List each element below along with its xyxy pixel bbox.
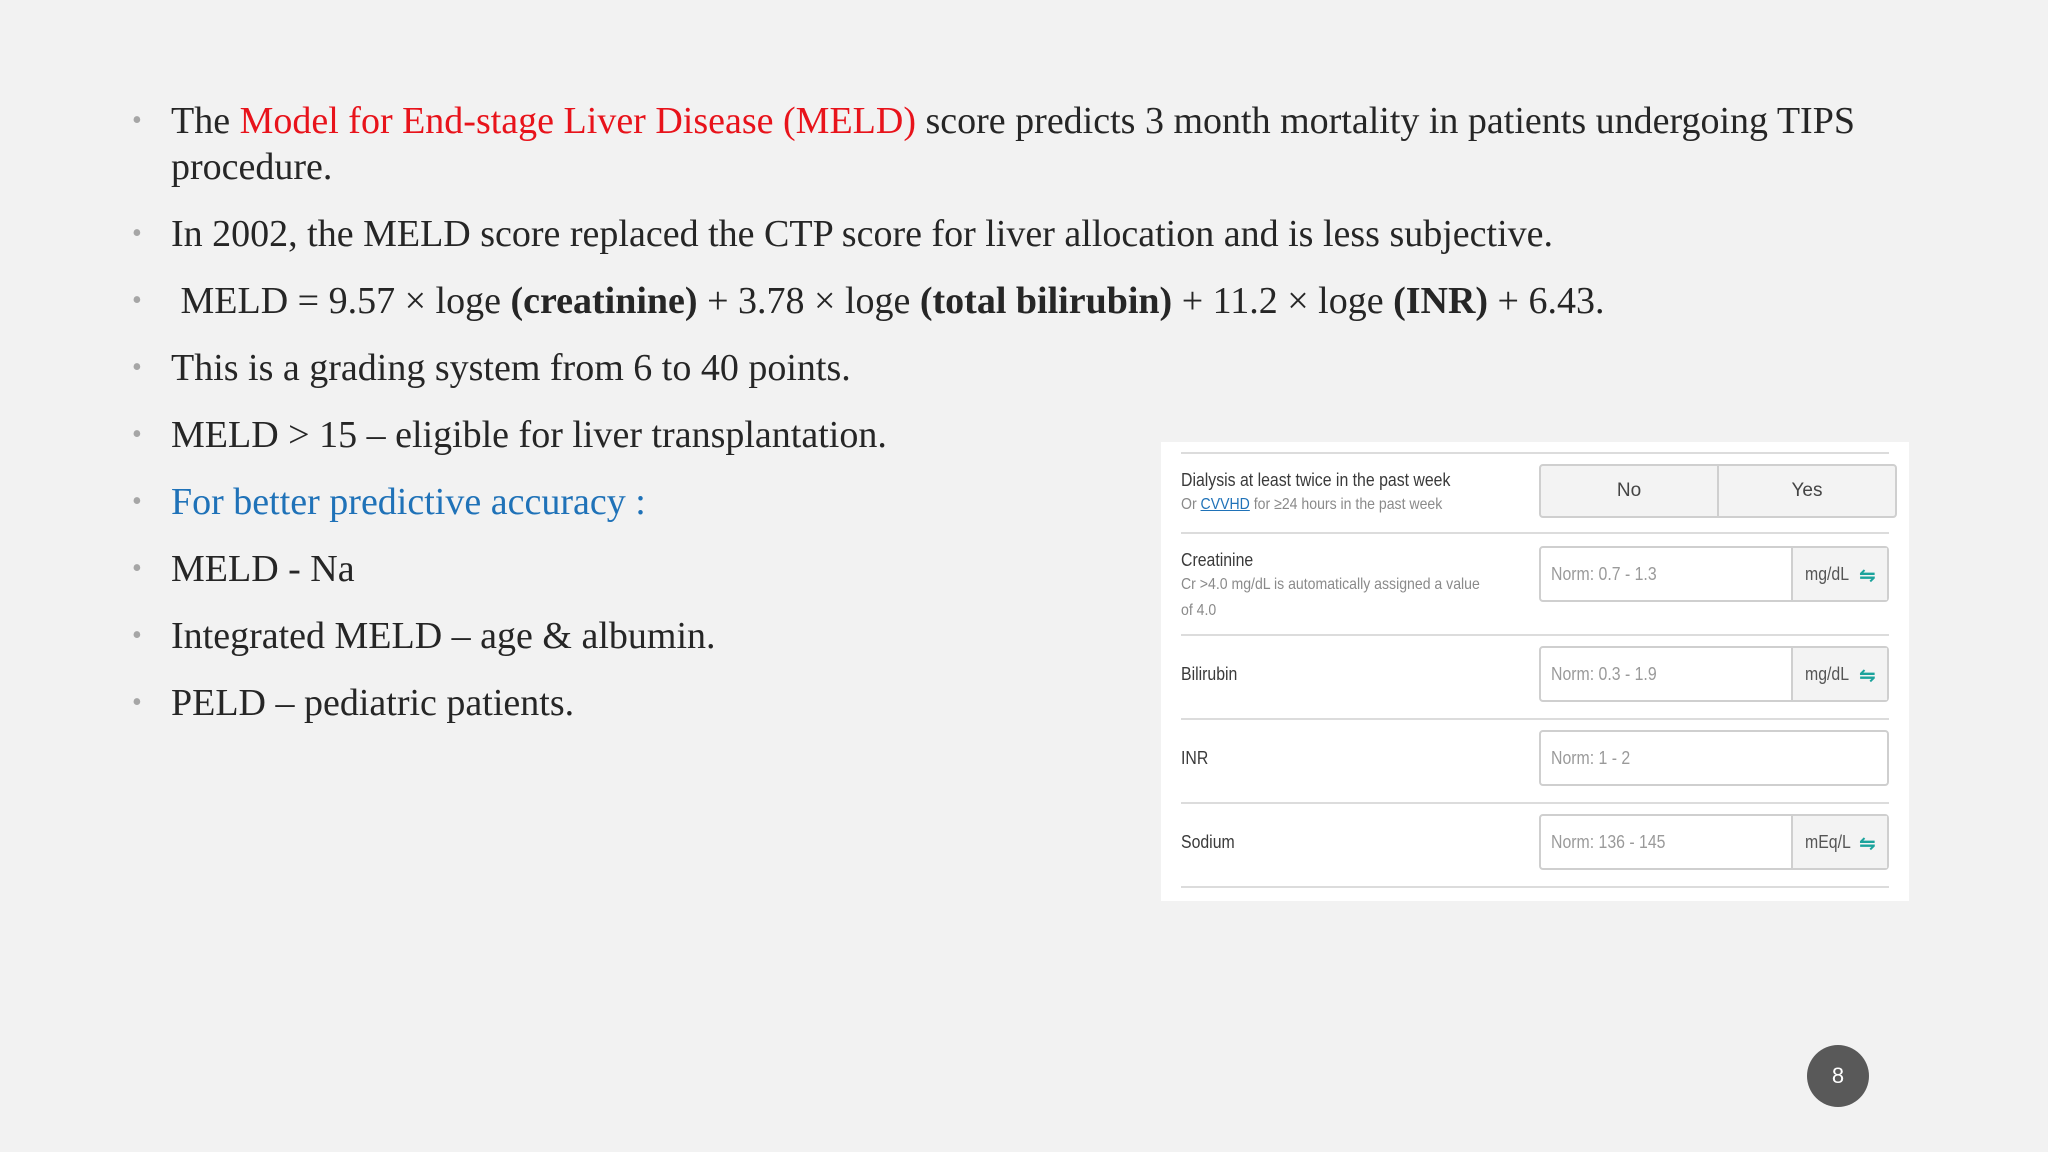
bilirubin-placeholder: Norm: 0.3 - 1.9	[1551, 664, 1657, 684]
bullet-text: score predicts 3 month mortality in patients undergoing TIPS procedure.	[171, 100, 1855, 188]
bullet-2002	[130, 211, 1930, 257]
dialysis-toggle	[1539, 464, 1897, 518]
bilirubin-unit: mg/dL	[1805, 664, 1850, 684]
bullet-dot: •	[132, 419, 142, 450]
bullet-text: This is a grading system from 6 to 40 points.	[171, 347, 851, 389]
bilirubin-input[interactable]	[1539, 646, 1889, 702]
creatinine-unit: mg/dL	[1805, 564, 1850, 584]
bullet-grading	[130, 345, 1930, 391]
formula-part: + 11.2 × loge	[1172, 280, 1394, 322]
inr-label: INR	[1181, 748, 1209, 768]
bilirubin-row	[1181, 634, 1889, 718]
meld-calculator-panel	[1161, 442, 1909, 901]
sodium-input[interactable]	[1539, 814, 1889, 870]
creatinine-placeholder: Norm: 0.7 - 1.3	[1551, 564, 1657, 584]
sodium-placeholder: Norm: 136 - 145	[1551, 832, 1666, 852]
bullet-dot: •	[132, 105, 142, 136]
meld-term: Model for End-stage Liver Disease (MELD)	[239, 100, 916, 142]
creatinine-sublabel: Cr >4.0 mg/dL is automatically assigned a value of 4.0	[1181, 576, 1480, 619]
swap-units-icon: ⇋	[1859, 565, 1876, 587]
dialysis-row	[1181, 452, 1889, 534]
inr-input[interactable]	[1539, 730, 1889, 786]
bullet-text: The	[171, 100, 240, 142]
sodium-label: Sodium	[1181, 832, 1235, 852]
formula-part: + 6.43.	[1488, 280, 1605, 322]
bilirubin-label: Bilirubin	[1181, 664, 1238, 684]
bullet-text: For better predictive accuracy :	[171, 481, 646, 523]
bullet-dot: •	[132, 352, 142, 383]
creatinine-row	[1181, 532, 1889, 634]
dialysis-sub-prefix: Or	[1181, 496, 1201, 513]
creatinine-label: Creatinine	[1181, 550, 1254, 570]
bullet-dot: •	[132, 687, 142, 718]
sodium-unit: mEq/L	[1805, 832, 1851, 852]
page-number-badge: 8	[1807, 1045, 1869, 1107]
inr-row	[1181, 718, 1889, 802]
formula-creatinine: (creatinine)	[510, 280, 698, 322]
inr-placeholder: Norm: 1 - 2	[1551, 748, 1631, 768]
bullet-dot: •	[132, 553, 142, 584]
bullet-dot: •	[132, 218, 142, 249]
sodium-unit-toggle[interactable]	[1791, 816, 1887, 868]
cvvhd-link[interactable]: CVVHD	[1200, 496, 1250, 513]
formula-part: + 3.78 × loge	[697, 280, 920, 322]
formula-bilirubin: (total bilirubin)	[919, 280, 1173, 322]
formula-part: MELD = 9.57 × loge	[171, 280, 511, 322]
dialysis-label: Dialysis at least twice in the past week	[1181, 470, 1451, 490]
bullet-text: MELD - Na	[171, 548, 355, 590]
creatinine-unit-toggle[interactable]	[1791, 548, 1887, 600]
bullet-dot: •	[132, 285, 142, 316]
bullet-meld-definition	[130, 98, 1930, 190]
dialysis-yes-button[interactable]: Yes	[1717, 466, 1895, 516]
bullet-dot: •	[132, 620, 142, 651]
dialysis-sublabel	[1181, 492, 1442, 518]
bullet-text: In 2002, the MELD score replaced the CTP score for liver allocation and is less subjective.	[171, 213, 1554, 255]
sodium-row	[1181, 802, 1889, 888]
dialysis-no-button[interactable]: No	[1616, 480, 1642, 501]
dialysis-sub-suffix: for ≥24 hours in the past week	[1249, 496, 1443, 513]
bullet-formula	[130, 278, 1930, 324]
swap-units-icon: ⇋	[1859, 665, 1876, 687]
bilirubin-unit-toggle[interactable]	[1791, 648, 1887, 700]
swap-units-icon: ⇋	[1859, 833, 1876, 855]
formula-inr: (INR)	[1393, 280, 1489, 322]
bullet-text: Integrated MELD – age & albumin.	[171, 615, 716, 657]
bullet-dot: •	[132, 486, 142, 517]
creatinine-input[interactable]	[1539, 546, 1889, 602]
bullet-text: PELD – pediatric patients.	[171, 682, 575, 724]
bullet-text: MELD > 15 – eligible for liver transplantation.	[171, 414, 887, 456]
